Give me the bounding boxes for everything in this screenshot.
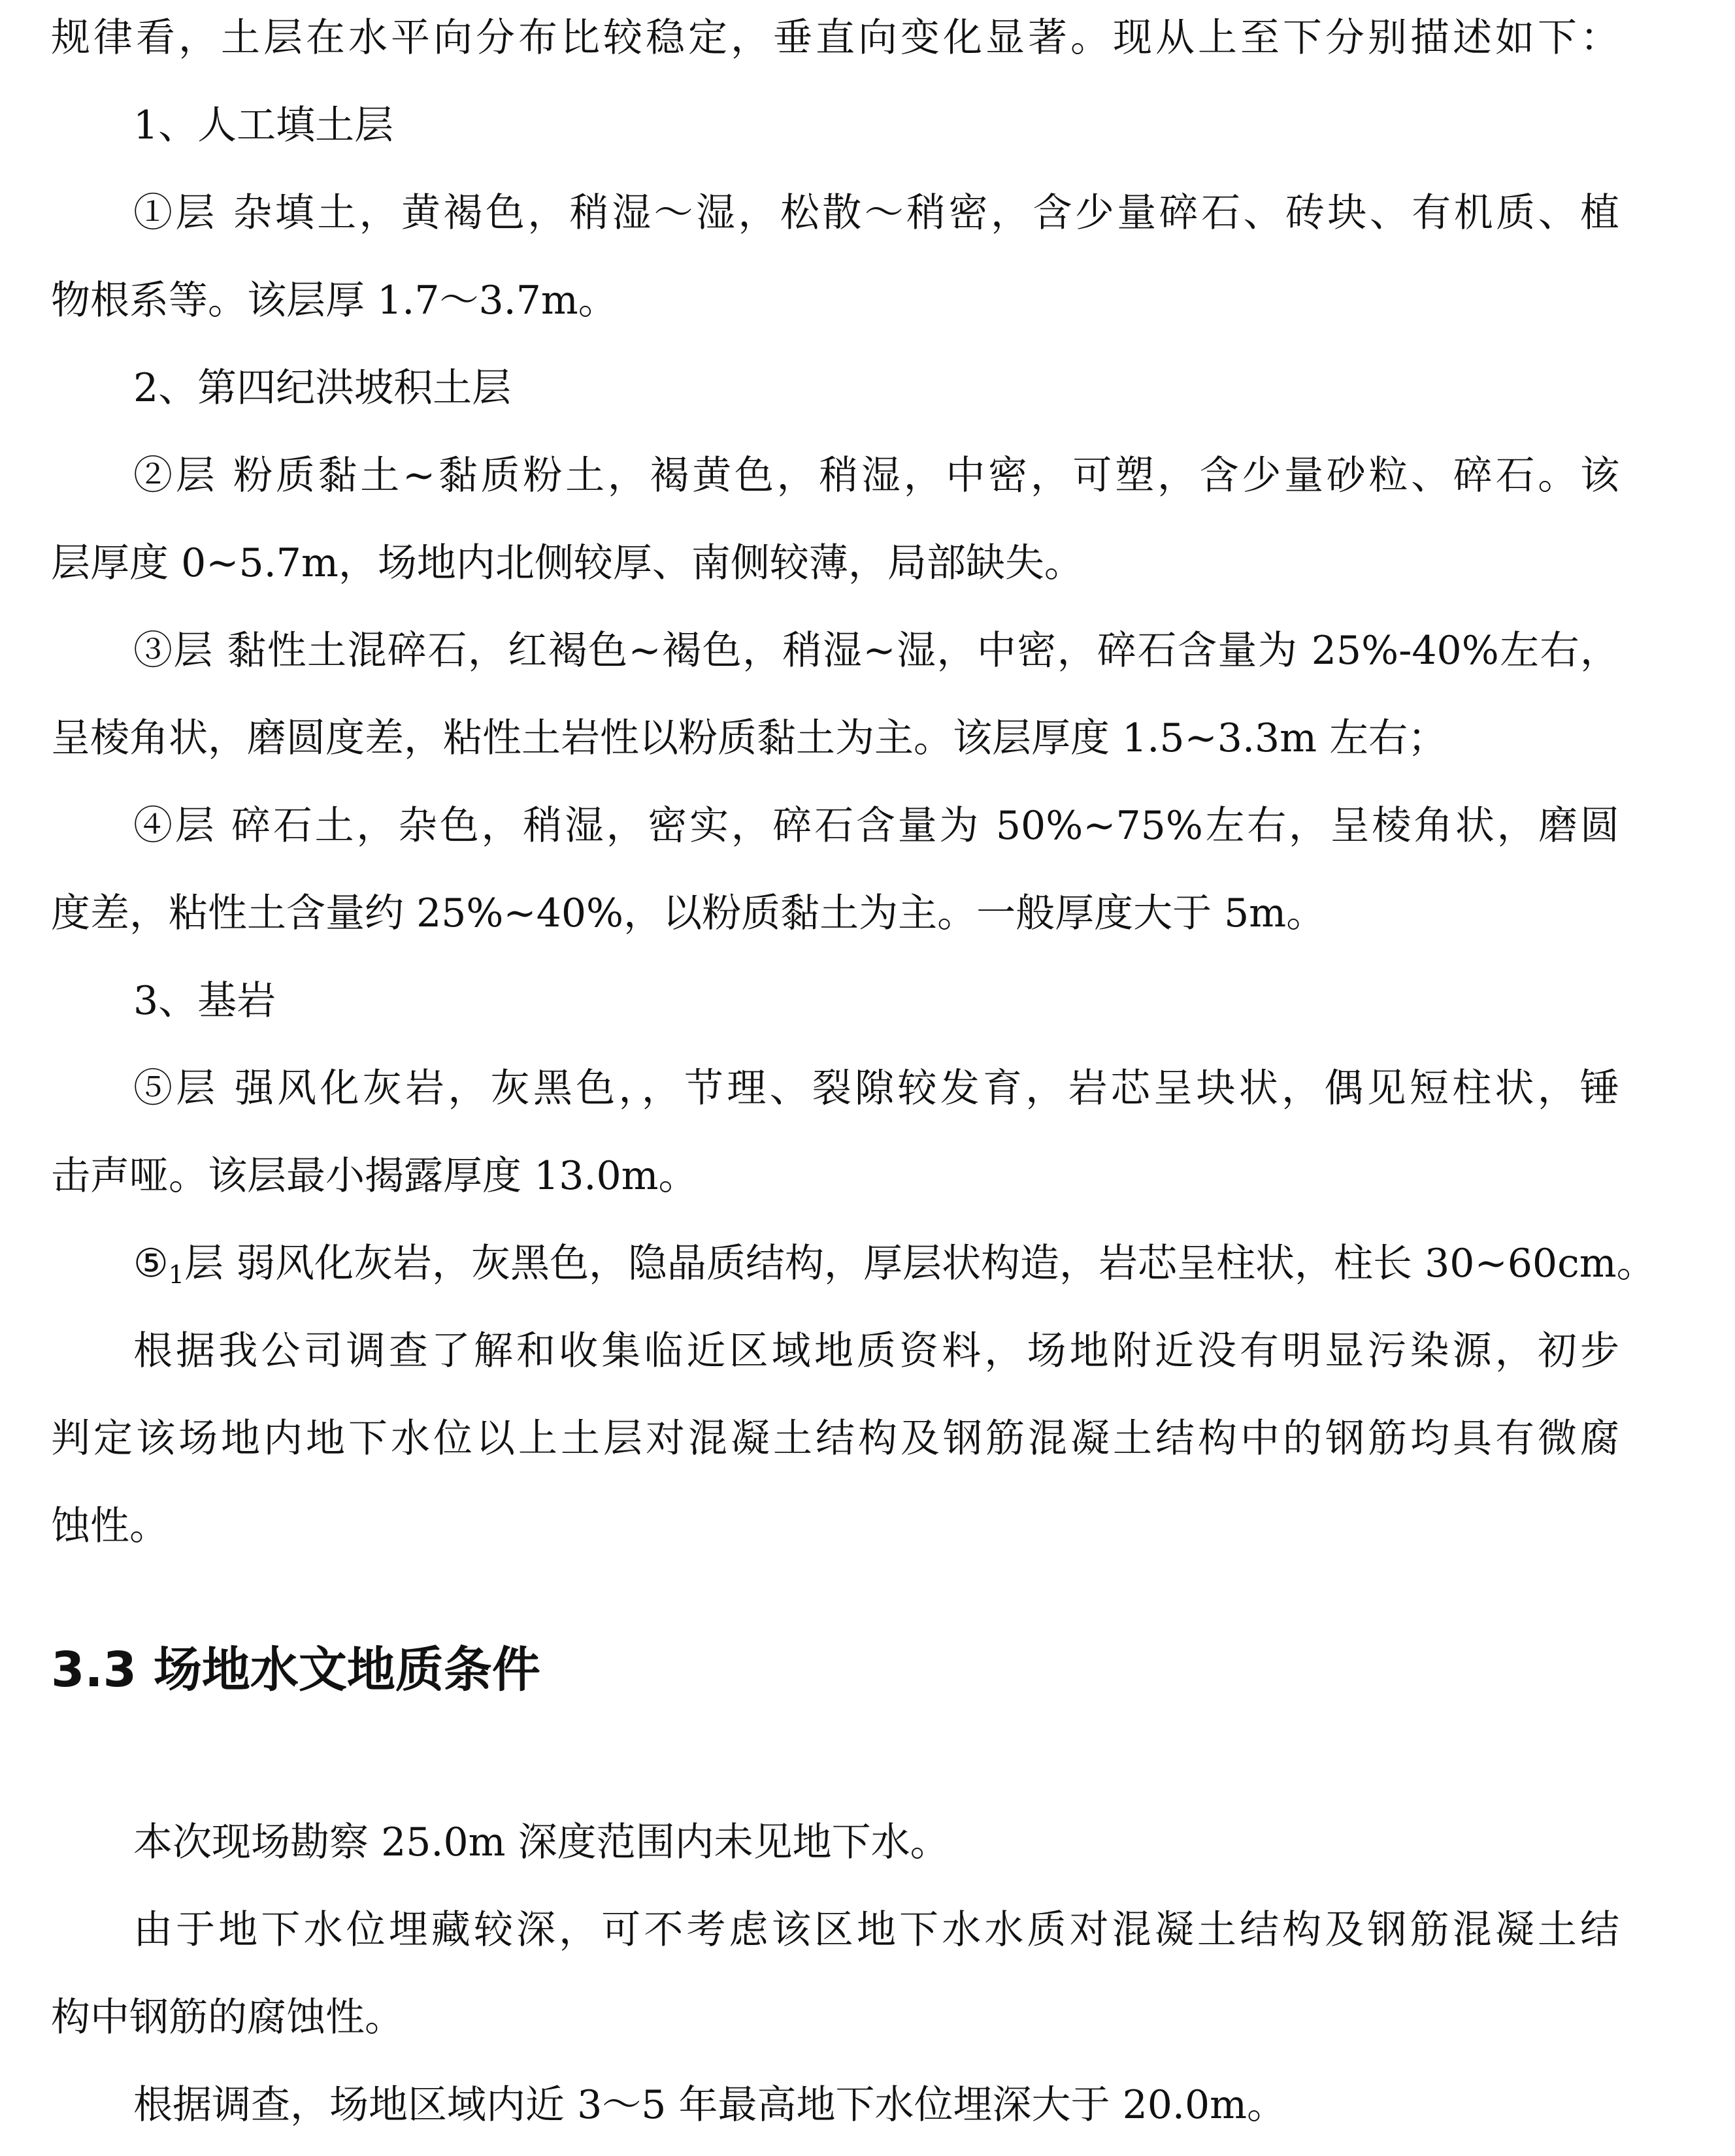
layer5-1-line — [133, 1237, 1656, 1301]
corrosion-line2: 判定该场地内地下水位以上土层对混凝土结构及钢筋混凝土结构中的钢筋均具有微腐 — [51, 1416, 1619, 1462]
layer3-line2: 呈棱角状，磨圆度差，粘性土岩性以粉质黏土为主。该层厚度 1.5~3.3m 左右； — [51, 715, 1447, 761]
layer4-line2: 度差，粘性土含量约 25%~40%，以粉质黏土为主。一般厚度大于 5m。 — [51, 890, 1326, 936]
layer1-line1: ①层 杂填土，黄褐色，稍湿～湿，松散～稍密，含少量碎石、砖块、有机质、植 — [133, 190, 1619, 236]
layer5-1-subscript: 1 — [168, 1260, 184, 1289]
corrosion-line3: 蚀性。 — [51, 1503, 169, 1549]
layer2-line2: 层厚度 0~5.7m，场地内北侧较厚、南侧较薄，局部缺失。 — [51, 540, 1083, 586]
section-title-bedrock: 3、基岩 — [133, 978, 276, 1024]
layer1-line2: 物根系等。该层厚 1.7～3.7m。 — [51, 278, 618, 323]
hydro-p2-line1: 由于地下水位埋藏较深，可不考虑该区地下水水质对混凝土结构及钢筋混凝土结 — [133, 1907, 1619, 1953]
layer5-1-text: 层 弱风化灰岩，灰黑色，隐晶质结构，厚层状构造，岩芯呈柱状，柱长 30~60cm。 — [184, 1241, 1656, 1286]
layer5-1-prefix: ⑤ — [133, 1241, 169, 1286]
corrosion-line1: 根据我公司调查了解和收集临近区域地质资料，场地附近没有明显污染源，初步 — [133, 1328, 1619, 1374]
layer5-line2: 击声哑。该层最小揭露厚度 13.0m。 — [51, 1153, 698, 1199]
section-title-quaternary: 2、第四纪洪坡积土层 — [133, 365, 512, 411]
layer2-line1: ②层 粉质黏土~黏质粉土，褐黄色，稍湿，中密，可塑，含少量砂粒、碎石。该 — [133, 453, 1619, 498]
hydro-p3: 根据调查，场地区域内近 3～5 年最高地下水位埋深大于 20.0m。 — [133, 2082, 1287, 2128]
layer4-line1: ④层 碎石土，杂色，稍湿，密实，碎石含量为 50%~75%左右，呈棱角状，磨圆 — [133, 803, 1619, 849]
intro-line: 规律看，土层在水平向分布比较稳定，垂直向变化显著。现从上至下分别描述如下： — [51, 15, 1619, 61]
hydro-p2-line2: 构中钢筋的腐蚀性。 — [51, 1995, 404, 2040]
hydro-p1: 本次现场勘察 25.0m 深度范围内未见地下水。 — [133, 1820, 950, 1865]
section-title-fill: 1、人工填土层 — [133, 103, 394, 148]
layer3-line1: ③层 黏性土混碎石，红褐色~褐色，稍湿~湿，中密，碎石含量为 25%-40%左右， — [133, 628, 1619, 674]
layer5-line1: ⑤层 强风化灰岩，灰黑色，，节理、裂隙较发育，岩芯呈块状，偶见短柱状，锤 — [133, 1066, 1619, 1111]
section-heading-hydrogeology: 3.3 场地水文地质条件 — [51, 1642, 540, 1698]
